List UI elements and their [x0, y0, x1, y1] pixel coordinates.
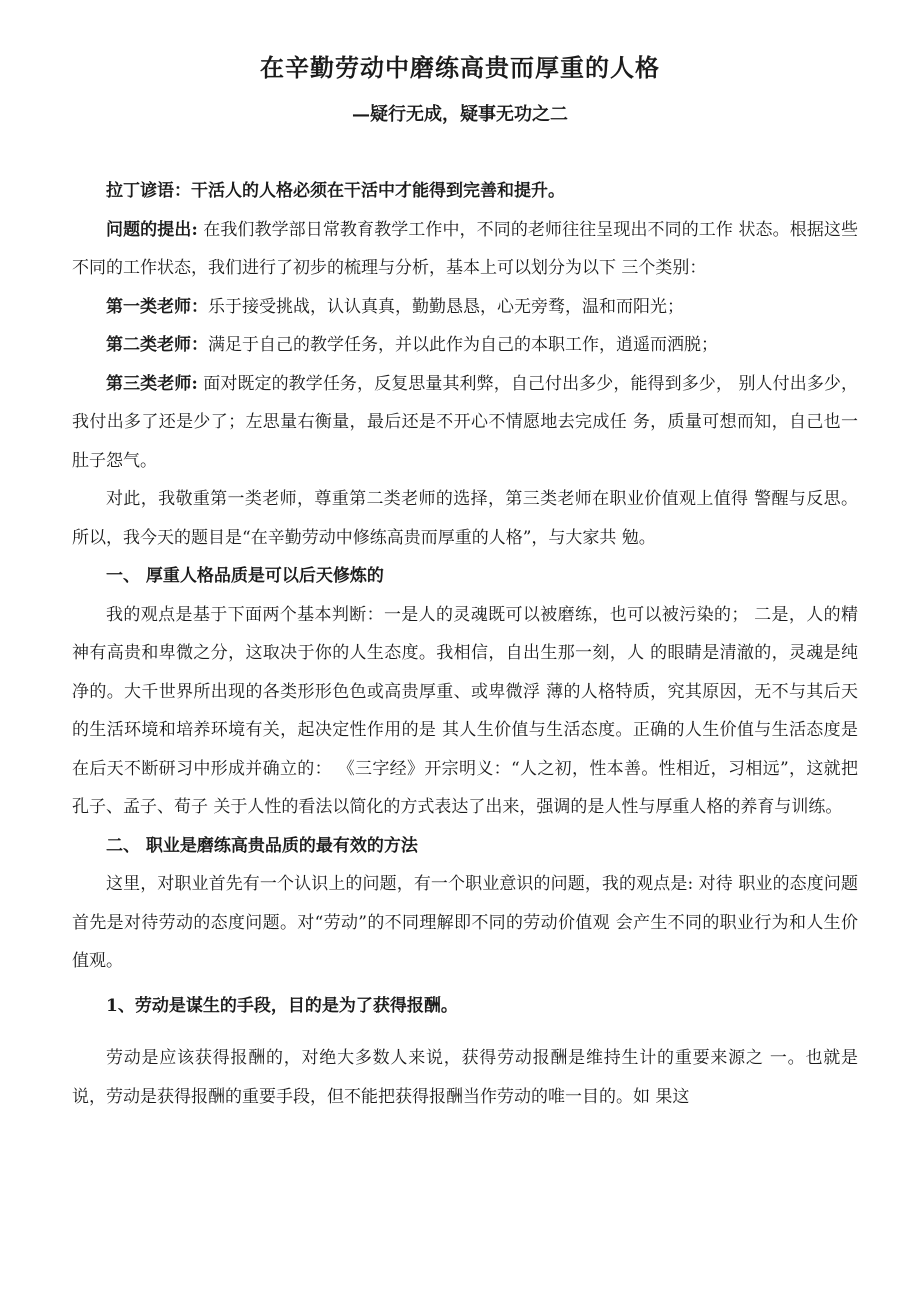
teacher-type-1-lead: 第一类老师：	[106, 296, 208, 317]
teacher-type-1	[72, 288, 858, 327]
section-1-heading: 一、 厚重人格品质是可以后天修炼的	[106, 566, 384, 586]
motto-paragraph: 拉丁谚语：干活人的人格必须在干活中才能得到完善和提升。	[106, 181, 565, 201]
section-2-heading: 二、 职业是磨练高贵品质的最有效的方法	[106, 835, 418, 856]
section-1-paragraph: 我的观点是基于下面两个基本判断：一是人的灵魂既可以被磨练，也可以被污染的； 二是，人的精神有高贵和卑微之分，这取决于你的人生态度。我相信，自出生那一刻，人 的眼睛是清澈的，灵魂是纯净的。大千世界所出现的各类形形色色或高贵厚重、或卑微浮 薄的人格特质，究其原因，无不与其后天的生活环境和培养环境有关，起决定性作用的是 其人生价值与生活态度。正确的人生价值与生活态度是在后天不断研习中形成并确立的： 《三字经》开宗明义：“人之初，性本善。性相近，习相远”，这就把孔子、孟子、荀子 关于人性的看法以简化的方式表达了出来，强调的是人性与厚重人格的养育与训练。	[72, 604, 858, 817]
section-2-paragraph: 这里，对职业首先有一个认识上的问题，有一个职业意识的问题，我的观点是: 对待 职业的态度问题首先是对待劳动的态度问题。对“劳动”的不同理解即不同的劳动价值观 会产生不同的职业行为和人生价值观。	[72, 874, 858, 971]
teacher-type-2-text: 满足于自己的教学任务，并以此作为自己的本职工作，逍遥而洒脱；	[208, 335, 718, 355]
subsection-1-paragraph: 劳动是应该获得报酬的，对绝大多数人来说，获得劳动报酬是维持生计的重要来源之 一。也就是说，劳动是获得报酬的重要手段，但不能把获得报酬当作劳动的唯一目的。如 果这	[72, 1048, 858, 1107]
problem-lead: 问题的提出:	[106, 219, 198, 240]
document-title: 在辛勤劳动中磨练高贵而厚重的人格	[260, 53, 660, 82]
teacher-type-3-lead: 第三类老师:	[106, 373, 198, 394]
problem-paragraph	[72, 211, 858, 288]
document-subtitle: —疑行无成，疑事无功之二	[352, 104, 568, 125]
teacher-type-2-lead: 第二类老师：	[106, 335, 208, 355]
teacher-type-1-text: 乐于接受挑战，认认真真，勤勤恳恳，心无旁骛，温和而阳光；	[208, 296, 684, 317]
teacher-type-3	[72, 365, 858, 481]
teacher-type-3-text: 面对既定的教学任务，反复思量其利弊，自己付出多少，能得到多少， 别人付出多少，我付出多了还是少了；左思量右衡量，最后还是不开心不情愿地去完成任 务，质量可想而知，自己也一肚子怨气。	[72, 373, 859, 471]
problem-text: 在我们教学部日常教育教学工作中，不同的老师往往呈现出不同的工作 状态。根据这些不同的工作状态，我们进行了初步的梳理与分析，基本上可以划分为以下 三个类别：	[72, 219, 859, 278]
teacher-type-2	[72, 326, 858, 365]
response-paragraph: 对此，我敬重第一类老师，尊重第二类老师的选择，第三类老师在职业价值观上值得 警醒与反思。所以，我今天的题目是“在辛勤劳动中修练高贵而厚重的人格”，与大家共 勉。	[72, 489, 858, 548]
subsection-1-heading: 1、劳动是谋生的手段，目的是为了获得报酬。	[106, 995, 458, 1016]
document-body	[72, 172, 858, 1116]
